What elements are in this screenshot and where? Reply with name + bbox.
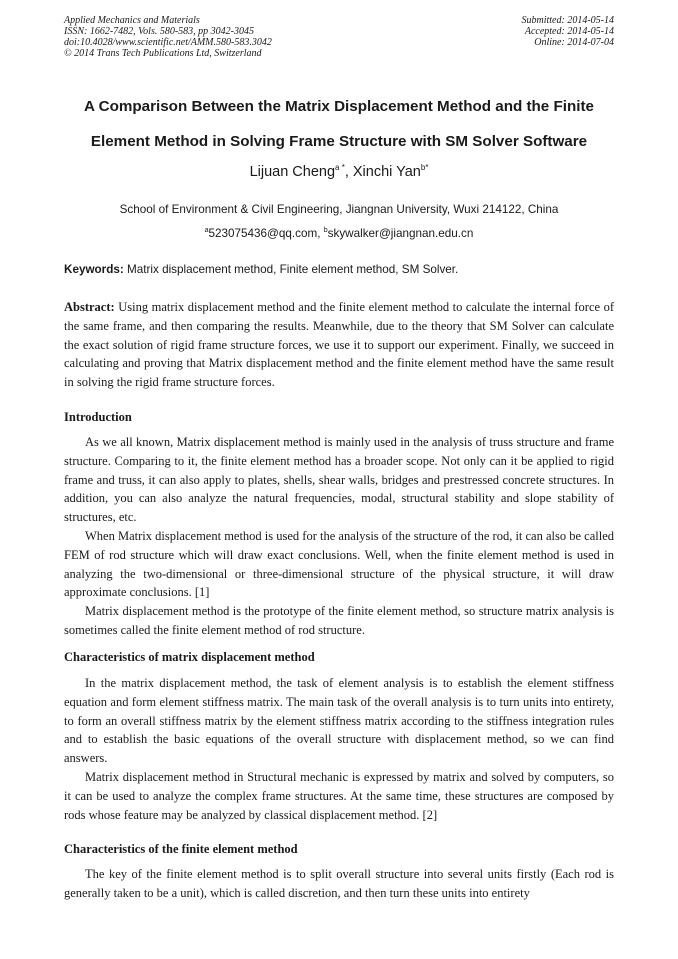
section-heading-introduction: Introduction bbox=[64, 410, 132, 424]
author-2: Xinchi Yan bbox=[352, 163, 421, 180]
email-a[interactable]: 523075436@qq.com, bbox=[208, 227, 324, 240]
section-matrix-displacement bbox=[64, 674, 614, 824]
email-a-mark: a bbox=[204, 227, 209, 235]
section-heading-finite-element: Characteristics of the finite element method bbox=[64, 842, 298, 856]
paragraph: Matrix displacement method is the prototype of the finite element method, so structure matrix analysis is sometimes called the finite element method of rod structure. bbox=[64, 604, 614, 637]
author-emails bbox=[0, 227, 678, 240]
paragraph: The key of the finite element method is to split overall structure into several units firstly (Each rod is generally taken to be a unit), which is called discretion, and then turn these units into entirety bbox=[64, 867, 614, 900]
accepted-date: Accepted: 2014-05-14 bbox=[524, 26, 614, 37]
abstract bbox=[64, 298, 614, 392]
paragraph: When Matrix displacement method is used for the analysis of the structure of the rod, it can also be called FEM of rod structure which will draw exact conclusions. Well, when the finite element method is used in analyzing the two-dimensional or three-dimensional structure of the physical structure, it will draw approximate conclusions. [1] bbox=[64, 528, 615, 600]
doi-line: doi:10.4028/www.scientific.net/AMM.580-583.3042 bbox=[64, 37, 272, 48]
section-heading-matrix-displacement: Characteristics of matrix displacement method bbox=[64, 650, 315, 664]
author-2-affil-mark: b* bbox=[420, 163, 429, 172]
author-separator: , bbox=[344, 163, 353, 180]
section-introduction bbox=[64, 433, 614, 640]
affiliation: School of Environment & Civil Engineering, Jiangnan University, Wuxi 214122, China bbox=[119, 203, 559, 216]
journal-name: Applied Mechanics and Materials bbox=[64, 15, 200, 26]
paragraph: Matrix displacement method in Structural mechanic is expressed by matrix and solved by computers, so it can be used to analyze the complex frame structures. At the same time, these structures are composed by rods whose feature may be analyzed by classical displacement method. [2] bbox=[64, 769, 614, 822]
author-list bbox=[0, 163, 678, 180]
keywords bbox=[64, 263, 614, 276]
keywords-text: Matrix displacement method, Finite element method, SM Solver. bbox=[123, 263, 459, 276]
header-dates bbox=[522, 15, 615, 48]
abstract-text: Using matrix displacement method and the finite element method to calculate the internal force of the same frame, and then comparing the results. Meanwhile, due to the theory that SM Solver can calculate the exact solution of rigid frame structure forces, we use it to support our experiment. Finally, we succeed in calculating and proving that Matrix displacement method and the finite element method have the same result in solving the rigid frame structure forces. bbox=[64, 300, 614, 390]
author-1-affil-mark: a * bbox=[335, 163, 345, 172]
author-1: Lijuan Cheng bbox=[249, 163, 336, 180]
paragraph: As we all known, Matrix displacement method is mainly used in the analysis of truss structure and frame structure. Comparing to it, the finite element method has a broader scope. Not only can it be applied to rigid frame and truss, it can also apply to plates, shells, shear walls, bridges and prestressed concrete structures. In addition, you can also analyze the natural frequencies, modal, structural stability and slope stability of structures, etc. bbox=[64, 435, 614, 525]
email-b-mark: b bbox=[323, 227, 328, 235]
email-b[interactable]: skywalker@jiangnan.edu.cn bbox=[327, 227, 474, 240]
submitted-date: Submitted: 2014-05-14 bbox=[521, 15, 614, 26]
paragraph: In the matrix displacement method, the task of element analysis is to establish the element stiffness equation and form element stiffness matrix. The main task of the overall analysis is to turn units into entirety, to form an overall stiffness matrix by the element stiffness matrix according to the stiffness integration rules and to establish the basic equations of the overall structure with displacement method, so we can find answers. bbox=[64, 676, 614, 766]
issn-line: ISSN: 1662-7482, Vols. 580-583, pp 3042-3045 bbox=[64, 26, 254, 37]
copyright-line: © 2014 Trans Tech Publications Ltd, Switzerland bbox=[64, 48, 262, 59]
header-publication-info bbox=[64, 15, 272, 59]
title-line-1: A Comparison Between the Matrix Displacement Method and the Finite bbox=[84, 98, 594, 115]
paper-title bbox=[40, 89, 638, 159]
section-finite-element bbox=[64, 865, 614, 903]
keywords-label: Keywords: bbox=[64, 263, 124, 276]
online-date: Online: 2014-07-04 bbox=[534, 37, 614, 48]
abstract-label: Abstract: bbox=[64, 300, 115, 314]
title-line-2: Element Method in Solving Frame Structure with SM Solver Software bbox=[90, 133, 588, 150]
